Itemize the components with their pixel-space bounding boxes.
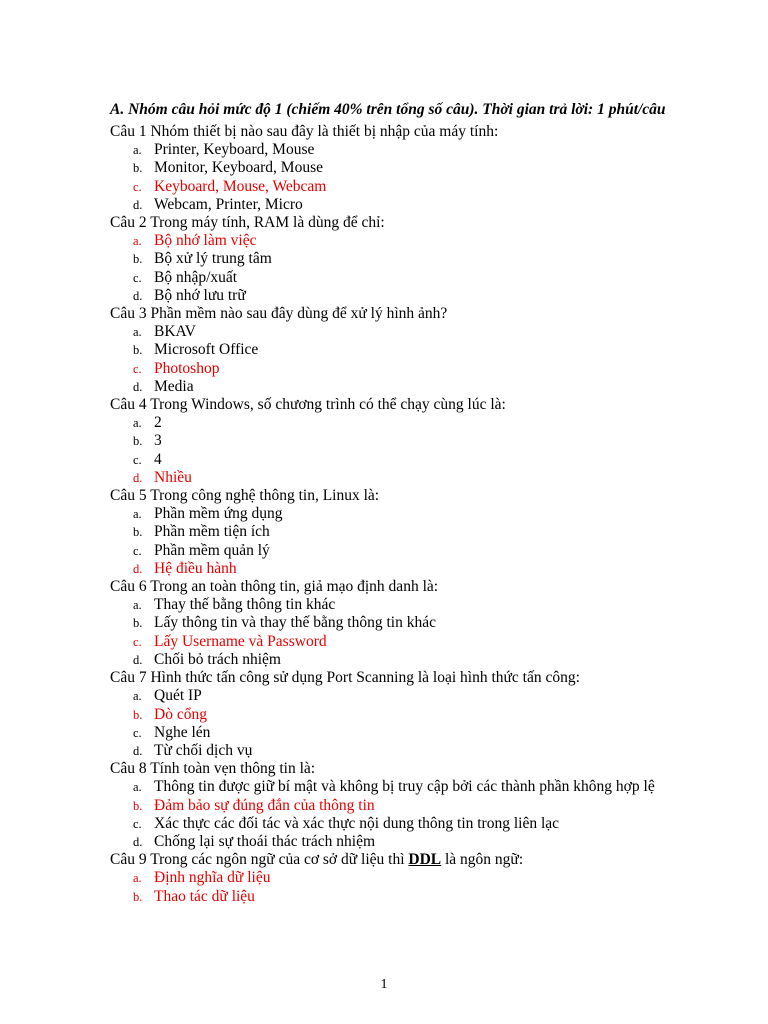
question-1 xyxy=(110,123,690,214)
option-letter: b. xyxy=(133,707,143,722)
question-text: Câu 2 Trong máy tính, RAM là dùng để chỉ: xyxy=(110,214,385,232)
answer-option xyxy=(110,178,690,196)
question-4 xyxy=(110,396,690,487)
option-text: Thông tin được giữ bí mật và không bị truy cập bởi các thành phần không hợp lệ xyxy=(154,778,655,796)
answer-options xyxy=(110,414,690,487)
question-text: Câu 6 Trong an toàn thông tin, giả mạo định danh là: xyxy=(110,578,439,596)
answer-option xyxy=(110,706,690,724)
option-text: Lấy thông tin và thay thế bằng thông tin khác xyxy=(154,614,436,632)
option-letter: d. xyxy=(133,288,143,303)
option-letter: b. xyxy=(133,161,143,176)
option-text: Nghe lén xyxy=(154,723,211,741)
answer-option xyxy=(110,341,690,359)
option-text: Webcam, Printer, Micro xyxy=(154,195,303,213)
section-title: A. Nhóm câu hỏi mức độ 1 (chiếm 40% trên tổng số câu). Thời gian trả lời: 1 phút/câu xyxy=(110,101,666,118)
option-text: Đảm bảo sự đúng đắn của thông tin xyxy=(154,796,375,814)
option-letter: c. xyxy=(133,543,142,558)
answer-option xyxy=(110,360,690,378)
question-3 xyxy=(110,305,690,396)
option-text: 4 xyxy=(154,450,162,468)
option-text: Thay thế bằng thông tin khác xyxy=(154,596,336,614)
option-text: Keyboard, Mouse, Webcam xyxy=(154,177,327,195)
page-number: 1 xyxy=(380,977,388,992)
option-letter: a. xyxy=(133,507,142,522)
option-text: Bộ nhớ lưu trữ xyxy=(154,286,246,304)
question-6 xyxy=(110,578,690,669)
answer-option xyxy=(110,196,690,214)
answer-option xyxy=(110,141,690,159)
option-text: Monitor, Keyboard, Mouse xyxy=(154,159,323,177)
option-text: Chối bỏ trách nhiệm xyxy=(154,650,281,668)
question-text-part: Câu 9 Trong các ngôn ngữ của cơ sở dữ liệu thì xyxy=(110,851,409,869)
answer-option xyxy=(110,888,690,906)
answer-option xyxy=(110,250,690,268)
answer-option xyxy=(110,560,690,578)
question-text-part: là ngôn ngữ: xyxy=(441,851,524,869)
option-text: Phần mềm tiện ích xyxy=(154,523,270,541)
question-term-highlight: DDL xyxy=(408,851,442,869)
answer-options xyxy=(110,596,690,669)
answer-option xyxy=(110,687,690,705)
question-text: Câu 7 Hình thức tấn công sử dụng Port Scanning là loại hình thức tấn công: xyxy=(110,669,580,687)
option-letter: a. xyxy=(133,325,142,340)
option-text: Quét IP xyxy=(154,687,202,705)
answer-options xyxy=(110,323,690,396)
option-text: Photoshop xyxy=(154,359,220,377)
option-letter: c. xyxy=(133,361,142,376)
question-5 xyxy=(110,487,690,578)
option-letter: d. xyxy=(133,743,143,758)
option-text: Phần mềm ứng dụng xyxy=(154,505,283,523)
option-letter: b. xyxy=(133,343,143,358)
answer-option xyxy=(110,505,690,523)
answer-option xyxy=(110,232,690,250)
answer-option xyxy=(110,378,690,396)
question-text: Câu 5 Trong công nghệ thông tin, Linux là: xyxy=(110,487,380,505)
option-letter: c. xyxy=(133,270,142,285)
option-letter: a. xyxy=(133,598,142,613)
answer-option xyxy=(110,614,690,632)
option-letter: b. xyxy=(133,616,143,631)
option-letter: c. xyxy=(133,634,142,649)
answer-option xyxy=(110,742,690,760)
option-letter: d. xyxy=(133,379,143,394)
answer-option xyxy=(110,542,690,560)
option-text: Bộ nhớ làm việc xyxy=(154,232,257,250)
option-letter: d. xyxy=(133,652,143,667)
option-text: Phần mềm quản lý xyxy=(154,541,270,559)
answer-option xyxy=(110,414,690,432)
question-text: Câu 3 Phần mềm nào sau đây dùng để xử lý hình ảnh? xyxy=(110,305,448,323)
option-text: Dò cổng xyxy=(154,705,207,723)
answer-option xyxy=(110,451,690,469)
option-letter: a. xyxy=(133,780,142,795)
answer-options xyxy=(110,687,690,760)
answer-option xyxy=(110,815,690,833)
option-letter: c. xyxy=(133,816,142,831)
answer-option xyxy=(110,432,690,450)
option-letter: c. xyxy=(133,725,142,740)
question-text: Câu 1 Nhóm thiết bị nào sau đây là thiết bị nhập của máy tính: xyxy=(110,123,499,140)
option-letter: b. xyxy=(133,252,143,267)
option-text: Lấy Username và Password xyxy=(154,632,327,650)
question-text: Câu 8 Tính toàn vẹn thông tin là: xyxy=(110,760,316,778)
answer-options xyxy=(110,505,690,578)
answer-option xyxy=(110,269,690,287)
answer-option xyxy=(110,633,690,651)
option-text: Media xyxy=(154,377,194,395)
option-letter: b. xyxy=(133,525,143,540)
option-text: Nhiều xyxy=(154,468,192,486)
option-text: Bộ nhập/xuất xyxy=(154,268,238,286)
answer-option xyxy=(110,869,690,887)
answer-options xyxy=(110,141,690,214)
option-text: Thao tác dữ liệu xyxy=(154,887,255,905)
option-letter: d. xyxy=(133,834,143,849)
question-9 xyxy=(110,851,690,906)
answer-options xyxy=(110,232,690,305)
option-letter: a. xyxy=(133,234,142,249)
option-text: Microsoft Office xyxy=(154,341,259,359)
answer-option xyxy=(110,833,690,851)
answer-option xyxy=(110,596,690,614)
answer-option xyxy=(110,651,690,669)
option-text: Printer, Keyboard, Mouse xyxy=(154,141,315,159)
option-letter: a. xyxy=(133,689,142,704)
answer-option xyxy=(110,159,690,177)
question-2 xyxy=(110,214,690,305)
answer-options xyxy=(110,778,690,851)
option-text: Từ chối dịch vụ xyxy=(154,741,253,759)
option-text: Xác thực các đối tác và xác thực nội dung thông tin trong liên lạc xyxy=(154,814,560,832)
question-8 xyxy=(110,760,690,851)
question-list xyxy=(110,123,690,906)
option-text: 3 xyxy=(154,432,162,450)
answer-options xyxy=(110,869,690,905)
question-text xyxy=(110,851,690,869)
answer-option xyxy=(110,469,690,487)
answer-option xyxy=(110,323,690,341)
option-text: Hệ điều hành xyxy=(154,559,237,577)
option-letter: d. xyxy=(133,197,143,212)
option-letter: d. xyxy=(133,470,143,485)
answer-option xyxy=(110,778,690,796)
option-letter: c. xyxy=(133,452,142,467)
option-text: Định nghĩa dữ liệu xyxy=(154,869,271,887)
option-text: Bộ xử lý trung tâm xyxy=(154,250,272,268)
question-7 xyxy=(110,669,690,760)
answer-option xyxy=(110,797,690,815)
document-content xyxy=(110,100,690,906)
option-letter: b. xyxy=(133,434,143,449)
option-text: 2 xyxy=(154,414,162,432)
answer-option xyxy=(110,724,690,742)
answer-option xyxy=(110,523,690,541)
option-text: Chống lại sự thoái thác trách nhiệm xyxy=(154,832,376,850)
answer-option xyxy=(110,287,690,305)
option-letter: b. xyxy=(133,889,143,904)
option-letter: a. xyxy=(133,143,142,158)
option-letter: a. xyxy=(133,416,142,431)
option-letter: b. xyxy=(133,798,143,813)
option-text: BKAV xyxy=(154,323,196,341)
option-letter: a. xyxy=(133,871,142,886)
option-letter: c. xyxy=(133,179,142,194)
option-letter: d. xyxy=(133,561,143,576)
question-text: Câu 4 Trong Windows, số chương trình có thể chạy cùng lúc là: xyxy=(110,396,506,414)
